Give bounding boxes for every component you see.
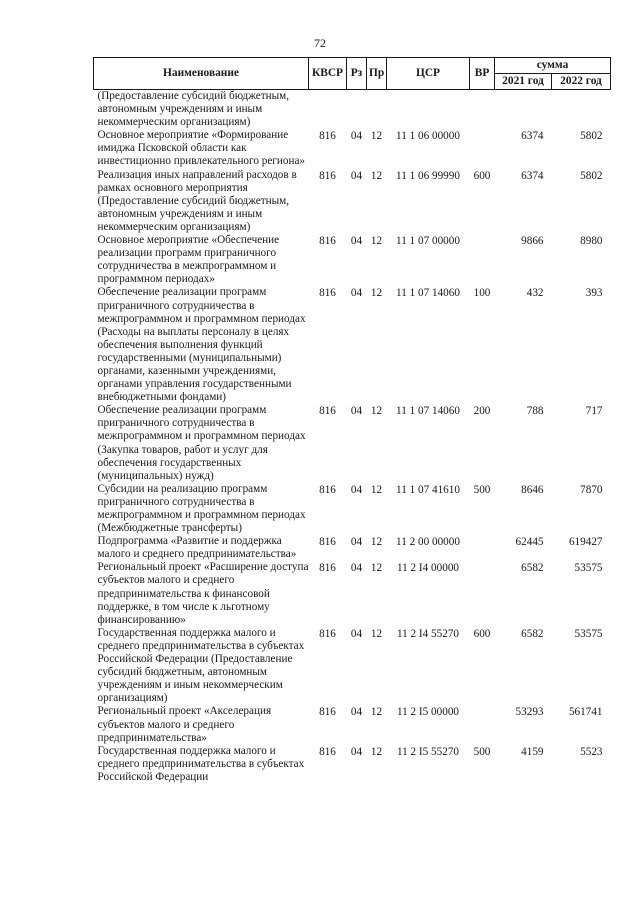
cell-kvsr: 816 <box>319 483 336 496</box>
header-sum: сумма <box>495 58 611 74</box>
cell-pr: 12 <box>370 235 383 248</box>
cell-rz: 04 <box>350 483 363 496</box>
table-row <box>94 561 611 626</box>
page-number: 72 <box>314 36 326 50</box>
cell-vr: 600 <box>473 627 491 640</box>
cell-csr: 11 1 07 14060 <box>396 287 460 300</box>
cell-kvsr: 816 <box>319 287 336 300</box>
cell-name: Подпрограмма «Развитие и поддержка малого и среднего предпринимательства» <box>97 535 297 561</box>
cell-rz: 04 <box>350 169 363 182</box>
cell-y2022: 619427 <box>568 536 603 549</box>
cell-pr: 12 <box>370 405 383 418</box>
cell-rz: 04 <box>350 130 363 143</box>
cell-csr: 11 1 06 00000 <box>396 130 460 143</box>
cell-y2021: 6582 <box>521 627 544 640</box>
budget-table <box>93 57 611 784</box>
header-year-2022: 2022 год <box>552 74 611 90</box>
cell-vr: 500 <box>473 745 491 758</box>
cell-y2021: 6374 <box>521 169 544 182</box>
cell-y2021: 6374 <box>521 130 544 143</box>
cell-vr <box>470 705 495 744</box>
cell-csr: 11 2 00 00000 <box>396 536 460 549</box>
cell-pr: 12 <box>370 536 383 549</box>
header-csr: ЦСР <box>387 58 470 90</box>
cell-name: Основное мероприятие «Обеспечение реализации программ приграничного сотрудничества в межпрограммном и программном периодах» <box>97 234 280 286</box>
table-body <box>94 90 611 784</box>
cell-kvsr: 816 <box>319 745 336 758</box>
cell-y2022: 53575 <box>574 627 603 640</box>
cell-kvsr: 816 <box>319 627 336 640</box>
cell-kvsr: 816 <box>319 706 336 719</box>
cell-rz: 04 <box>350 706 363 719</box>
table-row <box>94 169 611 234</box>
cell-rz: 04 <box>350 235 363 248</box>
cell-csr: 11 2 I4 55270 <box>396 627 460 640</box>
cell-pr: 12 <box>370 706 383 719</box>
cell-vr: 500 <box>473 483 491 496</box>
table-row <box>94 90 611 130</box>
cell-vr: 200 <box>473 405 491 418</box>
cell-y2022: 53575 <box>574 562 603 575</box>
cell-csr: 11 1 07 41610 <box>396 483 460 496</box>
cell-y2021 <box>495 90 552 130</box>
header-year-2021: 2021 год <box>495 74 552 90</box>
table-row <box>94 129 611 168</box>
cell-pr: 12 <box>370 627 383 640</box>
header-kvsr: КВСР <box>309 58 347 90</box>
cell-y2022: 393 <box>585 287 603 300</box>
cell-vr: 100 <box>473 287 491 300</box>
cell-y2022: 717 <box>585 405 603 418</box>
cell-csr: 11 2 I5 55270 <box>396 745 460 758</box>
cell-y2022: 5523 <box>580 745 603 758</box>
cell-vr: 600 <box>473 169 491 182</box>
cell-y2022 <box>552 90 611 130</box>
cell-name: Региональный проект «Акселерация субъектов малого и среднего предпринимательства» <box>97 705 272 744</box>
table-row <box>94 286 611 404</box>
cell-name: Основное мероприятие «Формирование имиджа Псковской области как инвестиционно привлекательного региона» <box>97 129 305 168</box>
cell-y2022: 5802 <box>580 169 603 182</box>
table-row <box>94 234 611 286</box>
cell-y2021: 6582 <box>521 562 544 575</box>
cell-pr <box>367 90 387 130</box>
cell-pr: 12 <box>370 483 383 496</box>
cell-csr <box>387 90 470 130</box>
cell-kvsr: 816 <box>319 235 336 248</box>
cell-y2022: 5802 <box>580 130 603 143</box>
header-pr: Пр <box>367 58 387 90</box>
cell-kvsr: 816 <box>319 169 336 182</box>
cell-name: Обеспечение реализации программ приграничного сотрудничества в межпрограммном и программном периодах (Расходы на выплаты персоналу в целях обеспечения выполнения функций государственными (муниципальными) органами, казенными учреждениями, органами управления государственными внебюджетными фондами) <box>97 286 306 404</box>
cell-pr: 12 <box>370 562 383 575</box>
cell-y2021: 53293 <box>515 706 544 719</box>
cell-pr: 12 <box>370 169 383 182</box>
cell-name: Обеспечение реализации программ приграничного сотрудничества в межпрограммном и программном периодах (Закупка товаров, работ и услуг для обеспечения государственных (муниципальных) нужд) <box>97 404 306 482</box>
cell-kvsr: 816 <box>319 562 336 575</box>
cell-kvsr: 816 <box>319 130 336 143</box>
table-header <box>94 58 611 90</box>
cell-csr: 11 2 I5 00000 <box>396 706 460 719</box>
cell-name: Реализация иных направлений расходов в рамках основного мероприятия (Предоставление субсидий бюджетным, автономным учреждениям и иным некоммерческим организациям) <box>97 168 297 233</box>
cell-pr: 12 <box>370 745 383 758</box>
cell-rz: 04 <box>350 562 363 575</box>
cell-vr <box>470 561 495 626</box>
header-name: Наименование <box>94 58 309 90</box>
table-row <box>94 745 611 784</box>
table-row <box>94 627 611 706</box>
cell-y2022: 561741 <box>568 706 603 719</box>
table-row <box>94 404 611 483</box>
table-row <box>94 535 611 561</box>
cell-rz <box>347 90 367 130</box>
cell-y2021: 4159 <box>521 745 544 758</box>
cell-name: Государственная поддержка малого и среднего предпринимательства в субъектах Российской Федерации (Предоставление субсидий бюджетным, автономным учреждениям и иным некоммерческим организациям) <box>97 626 305 705</box>
cell-vr <box>470 535 495 561</box>
cell-name: Государственная поддержка малого и среднего предпринимательства в субъектах Российской Федерации <box>97 744 305 783</box>
table-row <box>94 483 611 535</box>
cell-rz: 04 <box>350 627 363 640</box>
cell-pr: 12 <box>370 287 383 300</box>
cell-kvsr: 816 <box>319 536 336 549</box>
cell-vr <box>470 90 495 130</box>
cell-name: Субсидии на реализацию программ приграничного сотрудничества в межпрограммном и программном периодах (Межбюджетные трансферты) <box>97 482 306 535</box>
cell-pr: 12 <box>370 130 383 143</box>
cell-y2021: 8646 <box>521 483 544 496</box>
header-rz: Рз <box>347 58 367 90</box>
cell-kvsr: 816 <box>319 405 336 418</box>
cell-rz: 04 <box>350 536 363 549</box>
cell-csr: 11 1 07 00000 <box>396 235 460 248</box>
cell-kvsr <box>309 90 347 130</box>
cell-csr: 11 1 06 99990 <box>396 169 460 182</box>
cell-y2022: 7870 <box>580 483 603 496</box>
cell-rz: 04 <box>350 405 363 418</box>
cell-rz: 04 <box>350 287 363 300</box>
cell-y2021: 9866 <box>521 235 544 248</box>
cell-name: (Предоставление субсидий бюджетным, автономным учреждениям и иным некоммерческим организациям) <box>97 90 290 129</box>
cell-vr <box>470 234 495 286</box>
table-row <box>94 705 611 744</box>
cell-csr: 11 1 07 14060 <box>396 405 460 418</box>
cell-y2021: 62445 <box>515 536 544 549</box>
cell-y2022: 8980 <box>580 235 603 248</box>
cell-csr: 11 2 I4 00000 <box>396 562 460 575</box>
cell-y2021: 788 <box>526 405 544 418</box>
cell-vr <box>470 129 495 168</box>
cell-y2021: 432 <box>526 287 544 300</box>
cell-rz: 04 <box>350 745 363 758</box>
cell-name: Региональный проект «Расширение доступа субъектов малого и среднего предпринимательства к финансовой поддержке, в том числе к льготному финансированию» <box>97 561 309 626</box>
header-vr: ВР <box>470 58 495 90</box>
